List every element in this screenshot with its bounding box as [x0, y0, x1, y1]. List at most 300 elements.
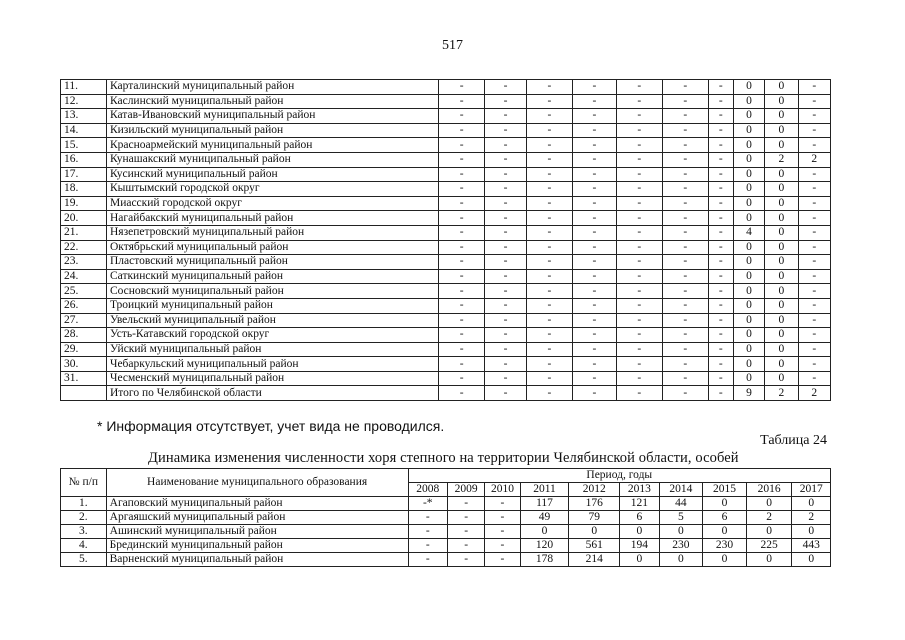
value-cell: - [708, 371, 733, 386]
district-name: Катав-Ивановский муниципальный район [106, 109, 438, 124]
value-cell: - [526, 357, 572, 372]
value-cell: - [798, 298, 830, 313]
value-cell: - [526, 240, 572, 255]
value-cell: - [572, 313, 616, 328]
value-cell: 225 [746, 539, 792, 553]
value-cell: - [526, 298, 572, 313]
value-cell: - [662, 182, 708, 197]
district-name: Нагайбакский муниципальный район [106, 211, 438, 226]
row-number: 13. [61, 109, 107, 124]
value-cell: - [526, 313, 572, 328]
row-number: 29. [61, 342, 107, 357]
value-cell: 0 [733, 94, 764, 109]
value-cell: - [526, 342, 572, 357]
value-cell: - [798, 196, 830, 211]
value-cell: - [572, 167, 616, 182]
value-cell: 2 [792, 511, 831, 525]
row-number: 20. [61, 211, 107, 226]
table-row [61, 94, 831, 109]
value-cell: 0 [765, 269, 798, 284]
value-cell: 0 [569, 525, 620, 539]
value-cell: - [526, 94, 572, 109]
value-cell: - [447, 525, 484, 539]
value-cell: - [708, 342, 733, 357]
ferret-population-table [60, 468, 831, 567]
table-row [61, 328, 831, 343]
value-cell: -* [408, 497, 447, 511]
value-cell: - [708, 109, 733, 124]
value-cell: - [708, 269, 733, 284]
value-cell: 121 [620, 497, 659, 511]
value-cell: - [572, 371, 616, 386]
value-cell: 0 [765, 313, 798, 328]
table-row [61, 80, 831, 95]
header-period: Период, годы [408, 469, 830, 483]
table-row [61, 371, 831, 386]
value-cell: - [798, 328, 830, 343]
value-cell: - [708, 182, 733, 197]
value-cell: - [572, 196, 616, 211]
table-row [61, 182, 831, 197]
value-cell: - [616, 313, 662, 328]
value-cell: - [708, 240, 733, 255]
district-name: Аргаяшский муниципальный район [106, 511, 408, 525]
value-cell: - [526, 269, 572, 284]
value-cell: 0 [792, 525, 831, 539]
value-cell: - [485, 138, 527, 153]
year-header: 2009 [447, 483, 484, 497]
value-cell: - [485, 269, 527, 284]
value-cell: - [616, 152, 662, 167]
value-cell: 0 [733, 211, 764, 226]
value-cell: - [485, 167, 527, 182]
row-number: 2. [61, 511, 107, 525]
row-number: 27. [61, 313, 107, 328]
value-cell: - [439, 284, 485, 299]
value-cell: - [485, 357, 527, 372]
value-cell: - [485, 182, 527, 197]
row-number: 23. [61, 255, 107, 270]
value-cell: - [485, 109, 527, 124]
value-cell: 0 [765, 80, 798, 95]
value-cell: - [616, 182, 662, 197]
value-cell: - [662, 109, 708, 124]
table-row [61, 109, 831, 124]
value-cell: 0 [659, 525, 703, 539]
value-cell: - [572, 94, 616, 109]
district-name: Итого по Челябинской области [106, 386, 438, 401]
value-cell: - [526, 167, 572, 182]
value-cell: - [616, 138, 662, 153]
header-name: Наименование муниципального образования [106, 469, 408, 497]
value-cell: - [616, 255, 662, 270]
value-cell: - [798, 269, 830, 284]
value-cell: - [572, 182, 616, 197]
value-cell: 0 [746, 553, 792, 567]
value-cell: 0 [733, 269, 764, 284]
value-cell: - [439, 211, 485, 226]
value-cell: 230 [703, 539, 747, 553]
value-cell: 0 [765, 371, 798, 386]
value-cell: - [708, 284, 733, 299]
district-name: Усть-Катавский городской округ [106, 328, 438, 343]
district-name: Кусинский муниципальный район [106, 167, 438, 182]
value-cell: - [662, 167, 708, 182]
value-cell: 0 [733, 357, 764, 372]
value-cell: - [616, 109, 662, 124]
value-cell: - [485, 328, 527, 343]
value-cell: 0 [733, 255, 764, 270]
row-number: 4. [61, 539, 107, 553]
value-cell: - [616, 94, 662, 109]
value-cell: - [485, 240, 527, 255]
value-cell: 0 [765, 342, 798, 357]
value-cell: - [616, 342, 662, 357]
row-number: 18. [61, 182, 107, 197]
value-cell: - [708, 225, 733, 240]
table-row [61, 313, 831, 328]
row-number [61, 386, 107, 401]
value-cell: - [662, 386, 708, 401]
district-name: Красноармейский муниципальный район [106, 138, 438, 153]
value-cell: 0 [746, 525, 792, 539]
value-cell: 117 [520, 497, 569, 511]
value-cell: - [708, 386, 733, 401]
value-cell: - [485, 553, 520, 567]
value-cell: - [408, 525, 447, 539]
value-cell: 6 [703, 511, 747, 525]
value-cell: - [708, 313, 733, 328]
value-cell: 4 [733, 225, 764, 240]
value-cell: - [485, 342, 527, 357]
value-cell: - [439, 269, 485, 284]
value-cell: 0 [765, 182, 798, 197]
year-header: 2012 [569, 483, 620, 497]
value-cell: 561 [569, 539, 620, 553]
table-row [61, 240, 831, 255]
value-cell: - [616, 240, 662, 255]
value-cell: - [708, 298, 733, 313]
table-row [61, 123, 831, 138]
value-cell: 0 [765, 328, 798, 343]
value-cell: - [485, 211, 527, 226]
value-cell: - [616, 386, 662, 401]
value-cell: 0 [733, 298, 764, 313]
value-cell: - [798, 255, 830, 270]
value-cell: - [485, 386, 527, 401]
value-cell: - [616, 371, 662, 386]
value-cell: - [526, 255, 572, 270]
value-cell: - [616, 167, 662, 182]
value-cell: - [708, 94, 733, 109]
value-cell: 9 [733, 386, 764, 401]
table-row [61, 511, 831, 525]
value-cell: 0 [733, 152, 764, 167]
value-cell: 0 [765, 240, 798, 255]
value-cell: - [485, 313, 527, 328]
value-cell: - [485, 525, 520, 539]
value-cell: 0 [733, 123, 764, 138]
value-cell: - [798, 371, 830, 386]
table-row [61, 284, 831, 299]
value-cell: - [572, 255, 616, 270]
value-cell: - [616, 357, 662, 372]
value-cell: - [662, 357, 708, 372]
row-number: 24. [61, 269, 107, 284]
value-cell: - [798, 313, 830, 328]
value-cell: - [708, 123, 733, 138]
district-name: Сосновский муниципальный район [106, 284, 438, 299]
value-cell: - [485, 94, 527, 109]
value-cell: - [572, 109, 616, 124]
table-row [61, 298, 831, 313]
row-number: 12. [61, 94, 107, 109]
district-name: Чесменский муниципальный район [106, 371, 438, 386]
value-cell: - [485, 284, 527, 299]
value-cell: - [708, 211, 733, 226]
value-cell: - [572, 386, 616, 401]
value-cell: 0 [792, 497, 831, 511]
value-cell: 0 [765, 284, 798, 299]
value-cell: 0 [746, 497, 792, 511]
value-cell: - [439, 80, 485, 95]
value-cell: 0 [703, 525, 747, 539]
row-number: 31. [61, 371, 107, 386]
value-cell: 2 [798, 152, 830, 167]
row-number: 30. [61, 357, 107, 372]
value-cell: - [662, 240, 708, 255]
table-row [61, 225, 831, 240]
value-cell: - [526, 284, 572, 299]
value-cell: - [798, 167, 830, 182]
value-cell: - [616, 298, 662, 313]
value-cell: - [662, 211, 708, 226]
value-cell: - [526, 123, 572, 138]
table-row [61, 539, 831, 553]
value-cell: - [798, 94, 830, 109]
value-cell: - [447, 511, 484, 525]
table-row [61, 553, 831, 567]
value-cell: - [526, 80, 572, 95]
value-cell: 0 [520, 525, 569, 539]
district-name: Троицкий муниципальный район [106, 298, 438, 313]
row-number: 3. [61, 525, 107, 539]
value-cell: 0 [765, 357, 798, 372]
value-cell: - [485, 152, 527, 167]
value-cell: 0 [703, 553, 747, 567]
value-cell: - [526, 225, 572, 240]
value-cell: - [798, 123, 830, 138]
value-cell: - [708, 138, 733, 153]
value-cell: - [526, 196, 572, 211]
district-name: Октябрьский муниципальный район [106, 240, 438, 255]
value-cell: - [708, 196, 733, 211]
value-cell: - [439, 386, 485, 401]
value-cell: 176 [569, 497, 620, 511]
value-cell: - [662, 269, 708, 284]
row-number: 15. [61, 138, 107, 153]
value-cell: - [616, 80, 662, 95]
value-cell: - [662, 342, 708, 357]
value-cell: - [572, 138, 616, 153]
value-cell: - [485, 80, 527, 95]
value-cell: 0 [733, 80, 764, 95]
value-cell: - [485, 497, 520, 511]
value-cell: - [526, 211, 572, 226]
value-cell: - [572, 152, 616, 167]
value-cell: - [439, 255, 485, 270]
value-cell: 49 [520, 511, 569, 525]
value-cell: - [616, 328, 662, 343]
value-cell: - [439, 371, 485, 386]
value-cell: - [616, 225, 662, 240]
value-cell: - [439, 152, 485, 167]
value-cell: - [526, 138, 572, 153]
value-cell: 0 [733, 138, 764, 153]
district-name: Саткинский муниципальный район [106, 269, 438, 284]
value-cell: - [798, 138, 830, 153]
value-cell: - [572, 328, 616, 343]
value-cell: - [616, 269, 662, 284]
value-cell: - [572, 342, 616, 357]
year-header: 2014 [659, 483, 703, 497]
value-cell: 0 [620, 525, 659, 539]
value-cell: - [708, 328, 733, 343]
value-cell: - [485, 123, 527, 138]
district-name: Кунашакский муниципальный район [106, 152, 438, 167]
value-cell: - [447, 553, 484, 567]
value-cell: 79 [569, 511, 620, 525]
row-number: 17. [61, 167, 107, 182]
district-name: Миасский городской округ [106, 196, 438, 211]
district-name: Увельский муниципальный район [106, 313, 438, 328]
district-name: Варненский муниципальный район [106, 553, 408, 567]
value-cell: - [526, 109, 572, 124]
table-row [61, 342, 831, 357]
value-cell: - [662, 371, 708, 386]
row-number: 5. [61, 553, 107, 567]
table-row [61, 269, 831, 284]
value-cell: 2 [765, 152, 798, 167]
value-cell: - [439, 123, 485, 138]
district-name: Брединский муниципальный район [106, 539, 408, 553]
value-cell: - [616, 211, 662, 226]
value-cell: 2 [746, 511, 792, 525]
page-number: 517 [442, 38, 463, 53]
row-number: 16. [61, 152, 107, 167]
value-cell: - [798, 342, 830, 357]
value-cell: - [447, 539, 484, 553]
value-cell: - [526, 371, 572, 386]
value-cell: - [662, 80, 708, 95]
value-cell: - [708, 80, 733, 95]
value-cell: - [439, 342, 485, 357]
value-cell: - [572, 284, 616, 299]
value-cell: - [439, 328, 485, 343]
year-header: 2010 [485, 483, 520, 497]
value-cell: - [439, 357, 485, 372]
row-number: 1. [61, 497, 107, 511]
value-cell: - [798, 182, 830, 197]
value-cell: - [572, 240, 616, 255]
row-number: 21. [61, 225, 107, 240]
value-cell: 178 [520, 553, 569, 567]
value-cell: 2 [765, 386, 798, 401]
district-name: Уйский муниципальный район [106, 342, 438, 357]
value-cell: 214 [569, 553, 620, 567]
value-cell: - [485, 371, 527, 386]
value-cell: - [526, 328, 572, 343]
value-cell: - [439, 196, 485, 211]
value-cell: - [662, 196, 708, 211]
table-label: Таблица 24 [760, 433, 827, 448]
value-cell: 0 [765, 255, 798, 270]
table-row [61, 152, 831, 167]
value-cell: - [662, 138, 708, 153]
value-cell: 0 [703, 497, 747, 511]
value-cell: - [439, 298, 485, 313]
value-cell: - [798, 211, 830, 226]
value-cell: 0 [733, 196, 764, 211]
value-cell: - [526, 386, 572, 401]
value-cell: - [485, 225, 527, 240]
value-cell: 0 [765, 94, 798, 109]
value-cell: - [485, 511, 520, 525]
district-name: Нязепетровский муниципальный район [106, 225, 438, 240]
row-number: 25. [61, 284, 107, 299]
table-row [61, 167, 831, 182]
row-number: 14. [61, 123, 107, 138]
year-header: 2013 [620, 483, 659, 497]
value-cell: - [526, 152, 572, 167]
value-cell: - [572, 357, 616, 372]
value-cell: - [708, 357, 733, 372]
row-number: 22. [61, 240, 107, 255]
value-cell: 0 [733, 328, 764, 343]
value-cell: 0 [765, 298, 798, 313]
value-cell: 2 [798, 386, 830, 401]
district-name: Пластовский муниципальный район [106, 255, 438, 270]
district-name: Карталинский муниципальный район [106, 80, 438, 95]
continued-table [60, 79, 831, 401]
value-cell: - [485, 255, 527, 270]
value-cell: - [439, 167, 485, 182]
row-number: 11. [61, 80, 107, 95]
footnote: * Информация отсутствует, учет вида не проводился. [97, 418, 445, 434]
value-cell: - [662, 152, 708, 167]
value-cell: - [572, 80, 616, 95]
table-row [61, 211, 831, 226]
value-cell: - [408, 553, 447, 567]
value-cell: - [708, 152, 733, 167]
value-cell: - [662, 284, 708, 299]
value-cell: 0 [620, 553, 659, 567]
table-row [61, 255, 831, 270]
value-cell: - [662, 255, 708, 270]
district-name: Агаповский муниципальный район [106, 497, 408, 511]
value-cell: 0 [765, 109, 798, 124]
year-header: 2017 [792, 483, 831, 497]
year-header: 2015 [703, 483, 747, 497]
value-cell: - [526, 182, 572, 197]
value-cell: 44 [659, 497, 703, 511]
value-cell: - [662, 123, 708, 138]
value-cell: 443 [792, 539, 831, 553]
value-cell: - [572, 123, 616, 138]
value-cell: - [439, 313, 485, 328]
value-cell: - [662, 225, 708, 240]
value-cell: - [439, 182, 485, 197]
